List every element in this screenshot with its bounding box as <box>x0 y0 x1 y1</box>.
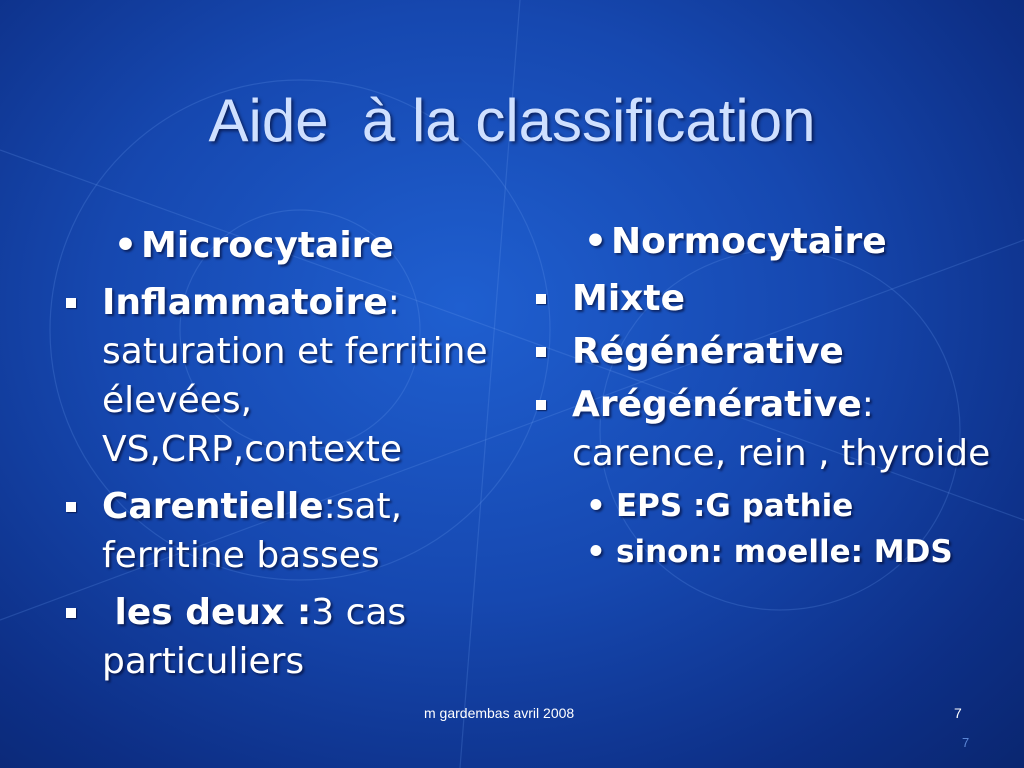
list-item <box>530 380 1000 478</box>
square-bullet-icon <box>66 502 76 512</box>
sub-list-item <box>530 534 1000 570</box>
list-item <box>60 482 500 580</box>
left-heading <box>60 222 500 270</box>
round-bullet-icon: • <box>586 534 606 570</box>
right-heading <box>530 218 1000 266</box>
list-item <box>60 278 500 474</box>
round-bullet-icon: • <box>586 488 606 524</box>
item-term: les deux : <box>102 592 312 633</box>
slide-number: 7 <box>962 735 970 750</box>
left-column <box>60 222 500 686</box>
list-item <box>530 327 1000 376</box>
list-item <box>60 588 500 686</box>
right-column <box>530 218 1000 570</box>
square-bullet-icon <box>536 294 546 304</box>
item-term: Mixte <box>572 278 686 319</box>
item-term: Carentielle <box>102 486 324 527</box>
square-bullet-icon <box>536 347 546 357</box>
list-item <box>530 274 1000 323</box>
item-text: 3 cas particuliers <box>102 592 407 682</box>
square-bullet-icon <box>66 608 76 618</box>
square-bullet-icon <box>66 298 76 308</box>
sub-item-text: sinon: moelle: MDS <box>616 534 953 570</box>
right-heading-text: Normocytaire <box>611 221 887 262</box>
left-heading-text: Microcytaire <box>141 225 394 266</box>
footer-author: m gardembas avril 2008 <box>424 705 575 721</box>
item-term: Arégénérative <box>572 384 862 425</box>
sub-list-item <box>530 488 1000 524</box>
item-text: : carence, rein , thyroide <box>572 384 991 474</box>
item-term: Régénérative <box>572 331 844 372</box>
sub-item-text: EPS :G pathie <box>616 488 854 524</box>
round-bullet-icon: • <box>114 225 138 266</box>
item-text: :sat, ferritine basses <box>102 486 403 576</box>
round-bullet-icon: • <box>584 221 608 262</box>
item-term: Inflammatoire <box>102 282 388 323</box>
item-text: : saturation et ferritine élevées, VS,CRP,contexte <box>102 282 488 470</box>
footer-page-number: 7 <box>954 705 962 721</box>
square-bullet-icon <box>536 400 546 410</box>
slide-title: Aide à la classification <box>208 87 816 154</box>
